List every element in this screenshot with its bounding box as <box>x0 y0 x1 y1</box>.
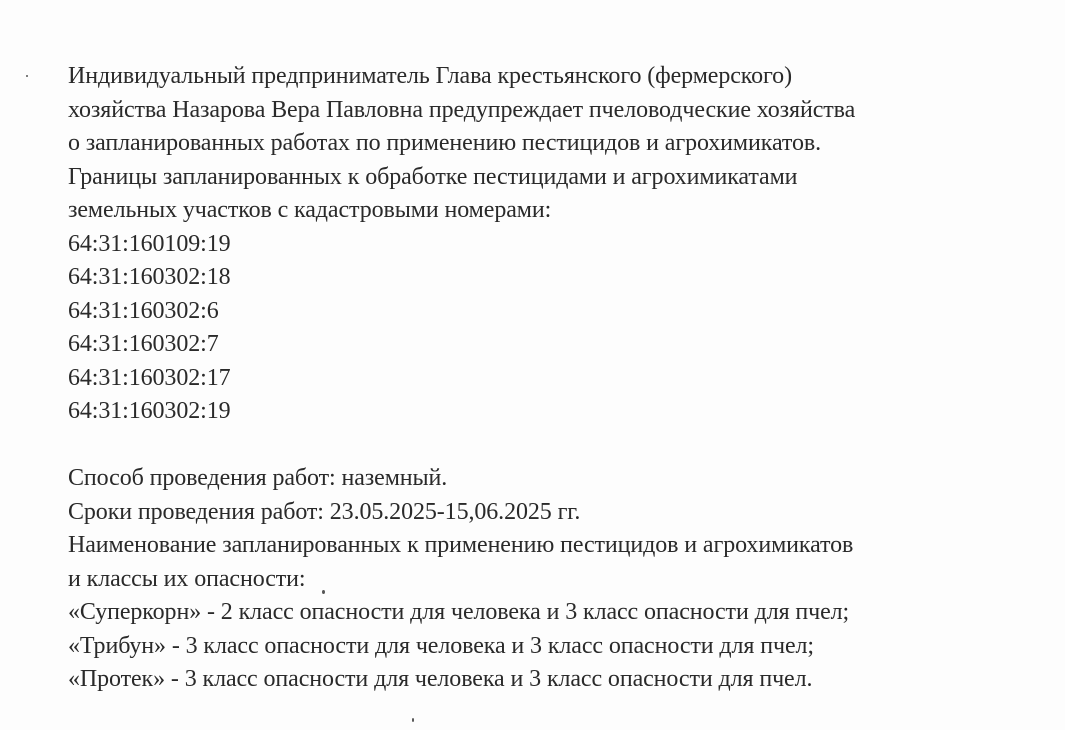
cadastral-number-4: 64:31:160302:7 <box>68 331 219 357</box>
intro-line-2: хозяйства Назарова Вера Павловна предупреждает пчеловодческие хозяйства <box>68 96 856 123</box>
cadastral-number-1: 64:31:160109:19 <box>68 230 231 257</box>
intro-line-5: земельных участков с кадастровыми номерами: <box>68 197 552 223</box>
cadastral-number-3: 64:31:160302:6 <box>68 297 219 324</box>
dates-line: Сроки проведения работ: 23.05.2025-15,06.2025 гг. <box>68 498 581 525</box>
products-intro-line-2: и классы их опасности: <box>68 565 306 592</box>
scan-speck <box>26 75 28 77</box>
cadastral-number-5: 64:31:160302:17 <box>68 364 231 391</box>
paragraph-gap <box>68 429 1053 463</box>
intro-line-1: Индивидуальный предприниматель Глава крестьянского (фермерского) <box>68 63 792 89</box>
notice-text <box>68 60 1053 697</box>
cadastral-number-6: 64:31:160302:19 <box>68 398 231 424</box>
method-line: Способ проведения работ: наземный. <box>68 465 448 491</box>
product-line-3: «Протек» - 3 класс опасности для человека и 3 класс опасности для пчел. <box>68 666 813 692</box>
products-intro-line-1: Наименование запланированных к применению пестицидов и агрохимикатов <box>68 532 854 558</box>
product-line-1: «Суперкорн» - 2 класс опасности для человека и 3 класс опасности для пчел; <box>68 599 850 625</box>
scan-speck <box>412 718 414 722</box>
cadastral-number-2: 64:31:160302:18 <box>68 264 231 290</box>
product-line-2: «Трибун» - 3 класс опасности для человека и 3 класс опасности для пчел; <box>68 632 814 659</box>
intro-line-4: Границы запланированных к обработке пестицидами и агрохимикатами <box>68 163 798 190</box>
scan-speck <box>322 590 325 594</box>
intro-line-3: о запланированных работах по применению пестицидов и агрохимикатов. <box>68 130 821 156</box>
